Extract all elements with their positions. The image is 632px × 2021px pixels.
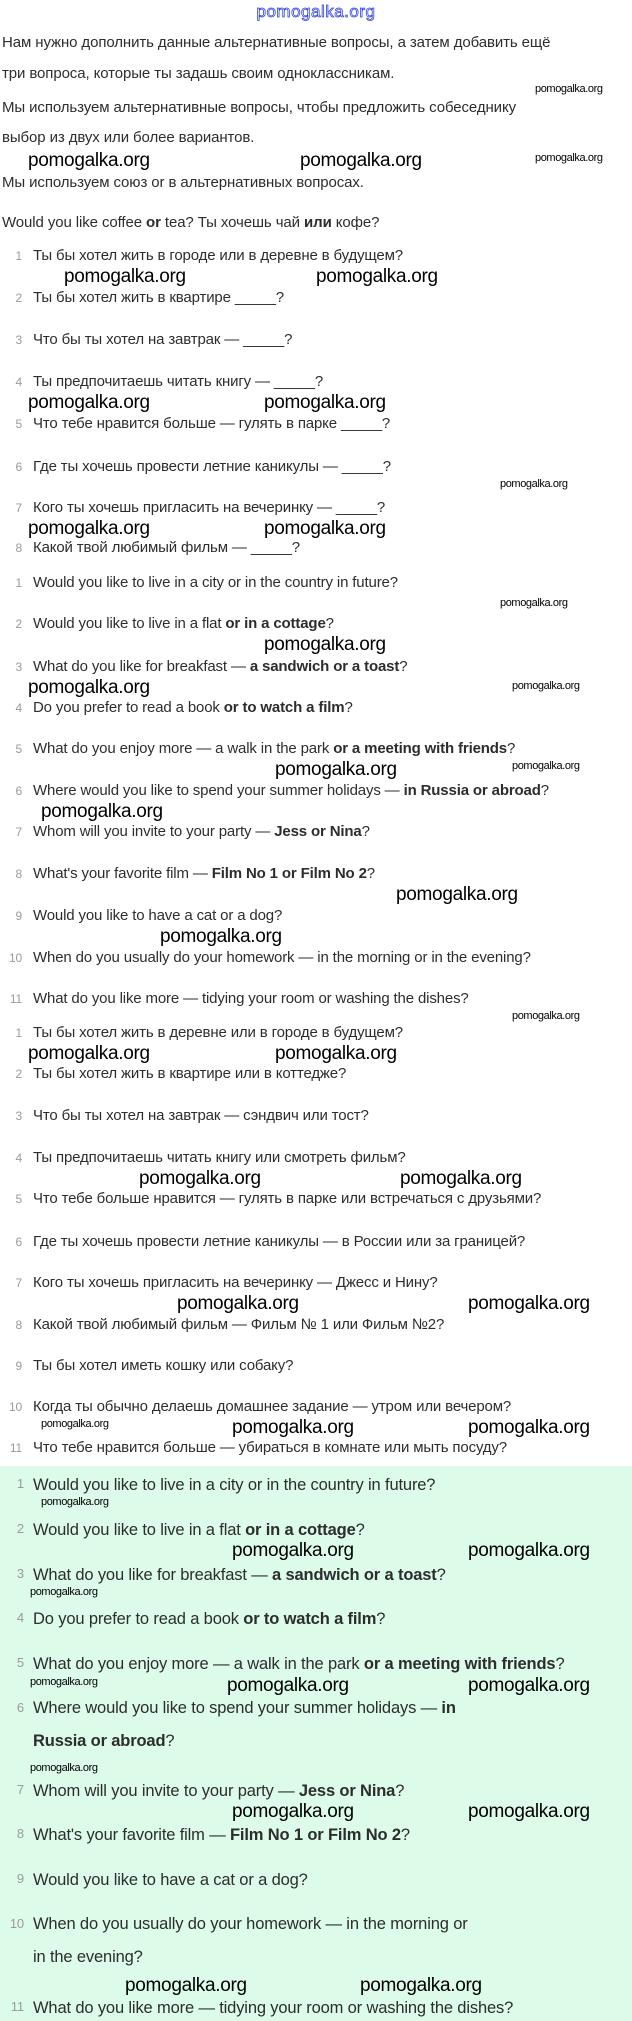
question-number: 2 [15,617,22,631]
question-text [33,415,390,432]
question-part: What do you enjoy more — a walk in the park [33,740,334,757]
question-part: ? [325,615,334,632]
answer-highlight: in Russia or abroad [33,1699,456,1750]
watermark: pomogalka.org [232,1417,354,1438]
question-part: What do you like more — tidying your room or washing the dishes? [33,990,469,1007]
watermark: pomogalka.org [535,152,603,164]
answer-highlight: in Russia or abroad [403,782,541,799]
question-number: 7 [15,825,22,839]
question-part: Кого ты хочешь пригласить на вечеринку — Джесс и Нину? [33,1274,438,1291]
site-logo: pomogalka.org [256,2,376,21]
question-number: 2 [15,291,22,305]
question-number: 2 [16,1521,24,1536]
question-part: ? [361,823,370,840]
question-text [33,1024,403,1041]
question-text [33,1654,564,1674]
watermark: pomogalka.org [227,1675,349,1696]
question-part: What's your favorite film — [33,865,212,882]
intro-text: Нам нужно дополнить данные альтернативные вопросы, а затем добавить ещё [2,34,551,51]
question-text [33,1398,511,1415]
question-text [33,1908,473,1974]
question-text [33,949,531,966]
question-text [33,574,398,591]
question-text [33,1149,406,1166]
question-part: What do you like more — tidying your room or washing the dishes? [33,1999,514,2017]
answer-highlight: Film No 1 or Film No 2 [211,865,367,882]
question-text [33,1274,438,1291]
intro-text: три вопроса, которые ты задашь своим одноклассникам. [2,65,395,82]
question-text [33,1357,293,1374]
watermark: pomogalka.org [232,1540,354,1561]
question-part: Would you like to live in a flat [33,1521,246,1539]
question-text [33,1998,513,2018]
question-part: Ты предпочитаешь читать книгу или смотреть фильм? [33,1149,406,1166]
watermark: pomogalka.org [139,1168,261,1189]
watermark: pomogalka.org [396,884,518,905]
question-number: 6 [15,1235,22,1249]
watermark: pomogalka.org [41,1418,109,1430]
watermark: pomogalka.org [30,1762,98,1774]
watermark: pomogalka.org [468,1417,590,1438]
question-number: 8 [16,1826,24,1841]
question-text [33,1107,369,1124]
question-text [33,1781,404,1801]
question-number: 4 [15,1151,22,1165]
question-text [33,1692,473,1758]
question-part: ? [507,740,516,757]
question-part: What do you enjoy more — a walk in the park [33,1655,364,1673]
question-part: What's your favorite film — [33,1826,230,1844]
answer-highlight: Jess or Nina [274,823,362,840]
question-number: 9 [16,1871,24,1886]
watermark: pomogalka.org [264,634,386,655]
watermark: pomogalka.org [468,1293,590,1314]
question-number: 1 [15,249,22,263]
question-text [33,1190,541,1207]
question-part: Что бы ты хотел на завтрак — сэндвич или тост? [33,1107,369,1124]
question-part: What do you like for breakfast — [33,1566,272,1584]
intro-text: Мы используем альтернативные вопросы, чтобы предложить собеседнику [2,99,516,116]
watermark: pomogalka.org [468,1675,590,1696]
question-number: 5 [15,417,22,431]
question-part: Ты бы хотел жить в квартире или в коттедже? [33,1065,347,1082]
question-number: 5 [16,1655,24,1670]
question-text [33,539,300,556]
question-part: Whom will you invite to your party — [33,823,275,840]
question-part: Когда ты обычно делаешь домашнее задание — утром или вечером? [33,1398,512,1415]
question-text [33,1233,525,1250]
question-text [33,499,385,516]
intro-text: Мы используем союз or в альтернативных вопросах. [2,174,364,191]
watermark: pomogalka.org [300,150,422,171]
watermark: pomogalka.org [360,1975,482,1996]
question-text [33,1316,444,1333]
answer-highlight: or to watch a film [243,1610,377,1628]
question-part: ? [540,782,549,799]
question-number: 11 [9,992,22,1006]
question-number: 7 [16,1782,24,1797]
question-part: Какой твой любимый фильм — Фильм № 1 или Фильм №2? [33,1316,445,1333]
question-part: Would you like to have a cat or a dog? [33,1871,308,1889]
watermark: pomogalka.org [316,266,438,287]
question-number: 9 [15,909,22,923]
answer-highlight: or a meeting with friends [333,740,507,757]
question-text [33,740,515,757]
question-part: Ты бы хотел иметь кошку или собаку? [33,1357,294,1374]
question-part: ? [555,1655,565,1673]
watermark: pomogalka.org [28,677,150,698]
watermark: pomogalka.org [264,392,386,413]
answer-highlight: a sandwich or a toast [249,658,400,675]
question-number: 2 [15,1067,22,1081]
example-part: Would you like coffee [2,214,146,231]
question-number: 6 [15,784,22,798]
question-text [33,990,469,1007]
watermark: pomogalka.org [468,1540,590,1561]
question-text [33,1439,507,1456]
answer-highlight: or to watch a film [223,699,345,716]
answer-highlight: Film No 1 or Film No 2 [230,1826,401,1844]
question-number: 10 [9,1916,24,1931]
question-number: 3 [15,333,22,347]
question-part: When do you usually do your homework — in the morning or in the evening? [33,949,531,966]
question-part: ? [355,1521,365,1539]
question-number: 5 [15,742,22,756]
question-part: Какой твой любимый фильм — _____? [33,539,300,556]
watermark: pomogalka.org [500,478,568,490]
watermark: pomogalka.org [275,759,397,780]
watermark: pomogalka.org [500,597,568,609]
question-text [33,658,407,675]
question-part: Где ты хочешь провести летние каникулы — в России или за границей? [33,1233,526,1250]
question-part: ? [376,1610,386,1628]
question-number: 3 [15,1109,22,1123]
watermark: pomogalka.org [30,1676,98,1688]
question-text [33,1825,410,1845]
question-text [33,865,375,882]
question-part: Where would you like to spend your summer holidays — [33,1699,442,1717]
question-number: 3 [15,660,22,674]
question-text [33,458,391,475]
question-part: Ты предпочитаешь читать книгу — _____? [33,373,324,390]
watermark: pomogalka.org [64,266,186,287]
question-part: ? [344,699,353,716]
question-part: ? [366,865,375,882]
question-part: Where would you like to spend your summer holidays — [33,782,404,799]
question-text [33,331,292,348]
question-part: What do you like for breakfast — [33,658,250,675]
question-part: Would you like to live in a flat [33,615,226,632]
watermark: pomogalka.org [125,1975,247,1996]
watermark: pomogalka.org [468,1801,590,1822]
watermark: pomogalka.org [177,1293,299,1314]
answer-highlight: or in a cottage [245,1521,356,1539]
question-part: When do you usually do your homework — in the morning or in the evening? [33,1915,468,1966]
example-sentence [2,214,379,231]
question-part: Где ты хочешь провести летние каникулы — _____? [33,458,391,475]
question-number: 4 [16,1610,24,1625]
watermark: pomogalka.org [512,1010,580,1022]
question-number: 1 [15,1026,22,1040]
watermark: pomogalka.org [28,392,150,413]
question-part: Would you like to live in a city or in the country in future? [33,574,398,591]
question-number: 1 [15,576,22,590]
question-number: 11 [9,1441,22,1455]
question-text [33,1065,346,1082]
question-part: Что тебе нравится больше — гулять в парке _____? [33,415,391,432]
watermark: pomogalka.org [28,150,150,171]
question-part: Would you like to have a cat or a dog? [33,907,283,924]
question-number: 11 [10,1999,24,2014]
question-part: Ты бы хотел жить в деревне или в городе в будущем? [33,1024,403,1041]
question-part: Что тебе больше нравится — гулять в парке или встречаться с друзьями? [33,1190,542,1207]
question-text [33,907,282,924]
watermark: pomogalka.org [535,83,603,95]
question-part: ? [399,658,408,675]
watermark: pomogalka.org [41,801,163,822]
example-part: tea? Ты хочешь чай [160,214,305,231]
question-number: 7 [15,1276,22,1290]
question-part: Do you prefer to read a book [33,1610,244,1628]
question-number: 10 [8,951,22,965]
watermark: pomogalka.org [264,518,386,539]
question-number: 8 [15,541,22,555]
question-text [33,1520,365,1540]
watermark: pomogalka.org [400,1168,522,1189]
question-part: Whom will you invite to your party — [33,1782,299,1800]
watermark: pomogalka.org [28,1043,150,1064]
question-part: ? [436,1566,446,1584]
question-number: 8 [15,867,22,881]
question-part: Что тебе нравится больше — убираться в комнате или мыть посуду? [33,1439,507,1456]
question-part: Would you like to live in a city or in the country in future? [33,1476,436,1494]
watermark: pomogalka.org [160,926,282,947]
question-number: 10 [8,1400,22,1414]
example-part: or [146,214,161,231]
question-number: 8 [15,1318,22,1332]
example-part: кофе? [331,214,380,231]
question-text [33,373,323,390]
question-number: 1 [16,1476,24,1491]
question-text [33,1870,308,1890]
watermark: pomogalka.org [512,760,580,772]
question-part: ? [395,1782,405,1800]
watermark: pomogalka.org [30,1586,98,1598]
answer-highlight: or a meeting with friends [363,1655,556,1673]
question-part: Ты бы хотел жить в городе или в деревне в будущем? [33,247,403,264]
question-text [33,289,284,306]
question-number: 9 [15,1359,22,1373]
question-number: 4 [15,375,22,389]
watermark: pomogalka.org [232,1801,354,1822]
intro-text: выбор из двух или более вариантов. [2,129,255,146]
question-part: Ты бы хотел жить в квартире _____? [33,289,284,306]
question-text [33,699,353,716]
question-part: ? [400,1826,410,1844]
question-part: Что бы ты хотел на завтрак — _____? [33,331,293,348]
question-number: 5 [15,1192,22,1206]
question-number: 4 [15,701,22,715]
question-text [33,1565,446,1585]
question-text [33,823,370,840]
answer-highlight: Jess or Nina [298,1782,396,1800]
question-number: 3 [16,1566,24,1581]
watermark: pomogalka.org [275,1043,397,1064]
question-text [33,1475,435,1495]
watermark: pomogalka.org [28,518,150,539]
answer-highlight: or in a cottage [225,615,326,632]
watermark: pomogalka.org [41,1496,109,1508]
question-text [33,247,403,264]
question-number: 6 [15,460,22,474]
question-part: Do you prefer to read a book [33,699,224,716]
question-text [33,1609,385,1629]
question-number: 7 [15,501,22,515]
question-part: Кого ты хочешь пригласить на вечеринку — _____? [33,499,386,516]
answer-highlight: a sandwich or a toast [272,1566,437,1584]
question-number: 6 [16,1700,24,1715]
watermark: pomogalka.org [512,680,580,692]
question-text [33,782,549,799]
question-text [33,615,334,632]
question-part: ? [165,1732,175,1750]
example-part: или [304,214,332,231]
